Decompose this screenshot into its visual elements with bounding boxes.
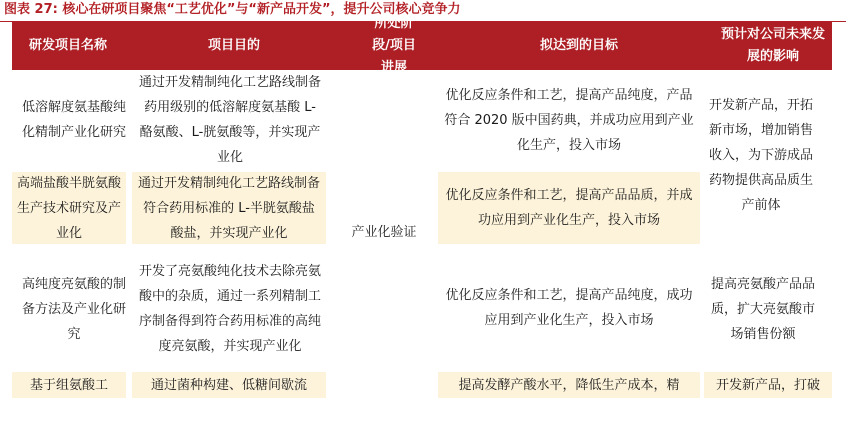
header-project-stage: 所处阶段/项目进展: [372, 16, 416, 75]
row3-project-name: 高纯度亮氨酸的制备方法及产业化研究: [22, 276, 127, 342]
project-stage-merged: 产业化验证: [351, 224, 417, 240]
future-impact-merged: 开发新产品，开拓新市场，增加销售收入，为下游成品药物提供高品质生产前体: [708, 97, 813, 213]
row4-impact: 开发新产品，打破: [704, 372, 832, 398]
row3-purpose: 开发了亮氨酸纯化技术去除亮氨酸中的杂质，通过一系列精制工序制备得到符合药用标准的高纯度亮氨酸，并实现产业化: [138, 264, 321, 354]
row1-purpose: 通过开发精制纯化工艺路线制备药用级别的低溶解度氨基酸 L-酪氨酸、L-胱氨酸等，并实现产业化: [138, 75, 321, 165]
header-project-name: 研发项目名称: [28, 38, 107, 53]
header-target: 拟达到的目标: [539, 38, 618, 53]
figure-caption: 图表 27: 核心在研项目聚焦“工艺优化”与“新产品开发”，提升公司核心竞争力: [4, 2, 461, 17]
header-future-impact: 预计对公司未来发展的影响: [720, 27, 825, 64]
row2-purpose: 通过开发精制纯化工艺路线制备符合药用标准的 L-半胱氨酸盐酸盐，并实现产业化: [132, 172, 326, 244]
row3-target: 优化反应条件和工艺，提高产品纯度，成功应用到产业化生产，投入市场: [445, 288, 693, 328]
row3-impact: 提高亮氨酸产品品质，扩大亮氨酸市场销售份额: [710, 276, 815, 342]
row4-purpose: 通过菌种构建、低糖间歇流: [132, 372, 326, 398]
row2-project-name: 高端盐酸半胱氨酸生产技术研究及产业化: [12, 172, 126, 244]
row2-target: 优化反应条件和工艺，提高产品品质，并成功应用到产业化生产，投入市场: [438, 172, 700, 244]
table-header: [12, 16, 832, 75]
row4-project-name: 基于组氨酸工: [12, 372, 126, 398]
row1-target: 优化反应条件和工艺，提高产品纯度，产品符合 2020 版中国药典，并成功应用到产业化生产，投入市场: [444, 87, 694, 153]
row1-project-name: 低溶解度氨基酸纯化精制产业化研究: [22, 100, 127, 140]
row4-target: 提高发酵产酸水平，降低生产成本，精: [438, 372, 700, 398]
header-project-purpose: 项目目的: [207, 38, 260, 53]
